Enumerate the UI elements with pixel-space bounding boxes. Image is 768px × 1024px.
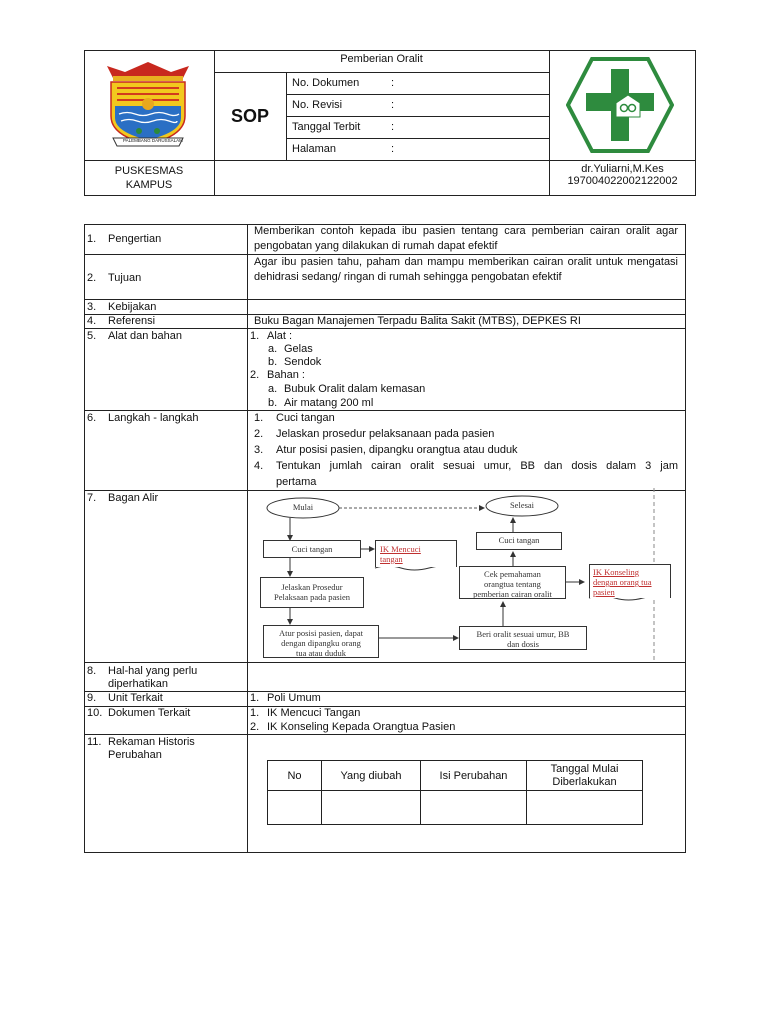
history-col-tanggal: Tanggal Mulai Diberlakukan — [527, 761, 643, 791]
city-logo — [95, 58, 201, 153]
signer-nip: 197004022002122002 — [567, 175, 678, 187]
pengertian-text: Memberikan contoh kepada ibu pasien tentang cara pemberian cairan oralit agar pengobatan yang dilakukan di rumah dapat efektif — [254, 225, 678, 252]
flow-jelaskan: Jelaskan Prosedur Pelaksaan pada pasien — [260, 577, 364, 608]
field-halaman: Halaman — [292, 143, 337, 155]
org-name-line1: PUSKESMAS — [114, 165, 184, 177]
section-alat-bahan: Alat dan bahan — [108, 330, 183, 342]
puskesmas-logo — [566, 55, 674, 155]
history-table — [267, 760, 643, 825]
bahan-label: Bahan : — [267, 369, 305, 381]
flow-cek-pemahaman: Cek pemahaman orangtua tentang pemberian cairan oralit — [459, 566, 566, 599]
section-unit-terkait: Unit Terkait — [108, 692, 163, 704]
referensi-text: Buku Bagan Manajemen Terpadu Balita Sakit (MTBS), DEPKES RI — [254, 315, 581, 327]
org-name-line2: KAMPUS — [125, 179, 173, 191]
flow-cuci-tangan: Cuci tangan — [263, 540, 361, 558]
history-col-no: No — [268, 761, 322, 791]
section-bagan-alir: Bagan Alir — [108, 492, 159, 504]
field-no-dokumen: No. Dokumen — [292, 77, 360, 89]
field-no-revisi: No. Revisi — [292, 99, 343, 111]
field-tanggal-terbit: Tanggal Terbit — [292, 121, 361, 133]
section-referensi: Referensi — [108, 315, 156, 327]
history-cell — [322, 791, 421, 825]
sop-label: SOP — [230, 106, 269, 126]
step-item: Tentukan jumlah cairan oralit sesuai umur, BB dan dosis dalam 3 jam — [276, 460, 678, 472]
tujuan-text: Agar ibu pasien tahu, paham dan mampu memberikan cairan oralit untuk mengatasi dehidrasi sedang/ ringan di rumah sehingga pengobatan efektif — [254, 256, 678, 283]
alat-item: Gelas — [284, 343, 313, 355]
flowchart — [248, 488, 685, 662]
history-cell — [527, 791, 643, 825]
bahan-item: Bubuk Oralit dalam kemasan — [284, 383, 426, 395]
alat-label: Alat : — [267, 330, 293, 342]
unit-item: Poli Umum — [267, 692, 321, 704]
section-rekaman-historis: Rekaman Historis — [108, 736, 195, 748]
flow-cuci-tangan-2: Cuci tangan — [476, 532, 562, 550]
section-tujuan: Tujuan — [108, 272, 142, 284]
history-cell — [268, 791, 322, 825]
flow-ik-cuci: IK Mencuci tangan — [375, 540, 457, 567]
flow-ik-konseling: IK Konseling dengan orang tua pasien — [589, 564, 671, 598]
step-item: Atur posisi pasien, dipangku orangtua atau duduk — [276, 444, 518, 456]
step-item-cont: pertama — [276, 476, 317, 488]
step-item: Cuci tangan — [276, 412, 335, 424]
flow-atur-posisi: Atur posisi pasien, dapat dengan dipangku orang tua atau duduk — [263, 625, 379, 658]
flow-start: Mulai — [292, 502, 314, 512]
dokumen-item: IK Mencuci Tangan — [267, 707, 361, 719]
step-item: Jelaskan prosedur pelaksanaan pada pasien — [276, 428, 495, 440]
flow-end: Selesai — [509, 500, 535, 510]
dokumen-item: IK Konseling Kepada Orangtua Pasien — [267, 721, 456, 733]
logo-text: PALEMBANG DARUSSALAM — [123, 138, 183, 143]
flow-beri-oralit: Beri oralit sesuai umur, BB dan dosis — [459, 626, 587, 650]
doc-title: Pemberian Oralit — [340, 53, 423, 65]
section-langkah: Langkah - langkah — [108, 412, 199, 424]
history-cell — [421, 791, 527, 825]
history-col-isi: Isi Perubahan — [421, 761, 527, 791]
signer-name: dr.Yuliarni,M.Kes — [581, 163, 664, 175]
section-pengertian: Pengertian — [108, 233, 162, 245]
section-kebijakan: Kebijakan — [108, 301, 157, 313]
section-hal-perlu: Hal-hal yang perlu — [108, 665, 198, 677]
section-dokumen-terkait: Dokumen Terkait — [108, 707, 191, 719]
alat-item: Sendok — [284, 356, 322, 368]
history-col-yang-diubah: Yang diubah — [322, 761, 421, 791]
bahan-item: Air matang 200 ml — [284, 397, 374, 409]
